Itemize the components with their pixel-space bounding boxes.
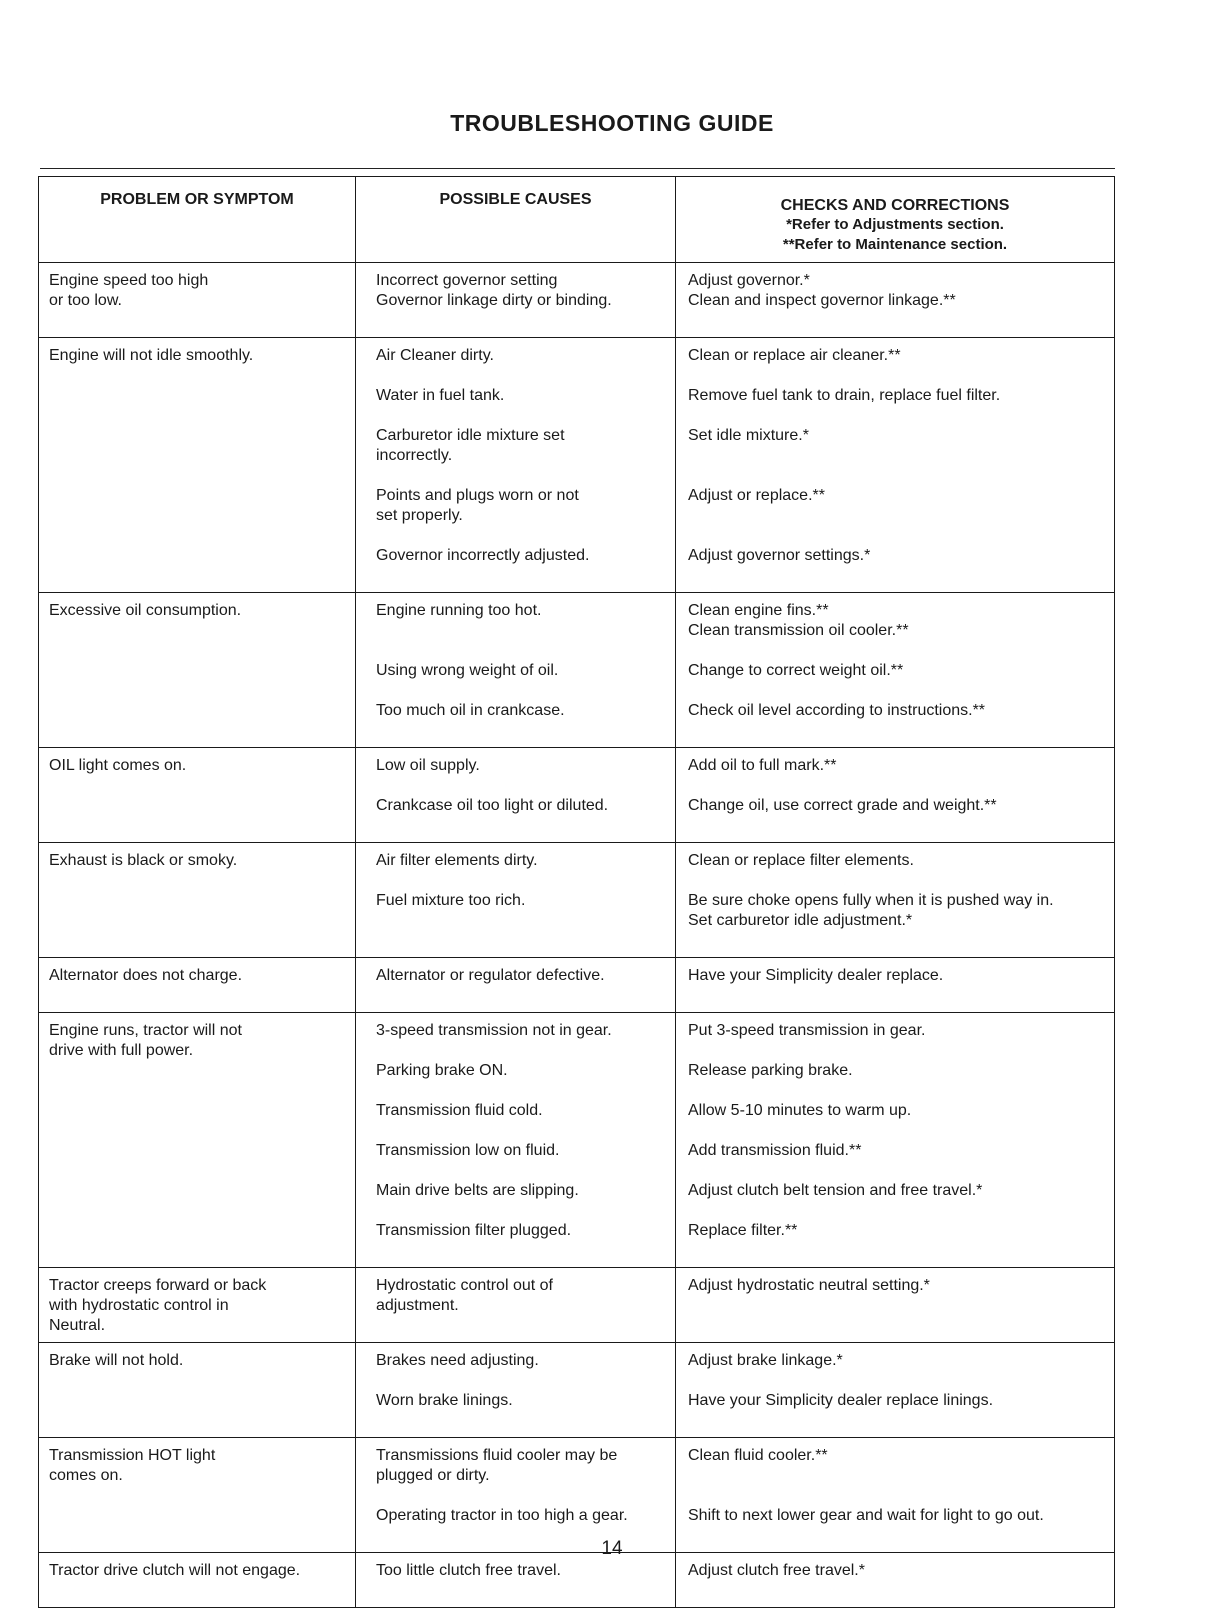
cause-item: Engine running too hot. [376,602,542,619]
corrections-cell [676,1438,1115,1553]
correction-item: Clean or replace filter elements. [688,852,914,869]
correction-item: Check oil level according to instructions.** [688,702,986,719]
correction-item: Adjust or replace.** [688,487,825,504]
cause-item: Transmissions fluid cooler may be plugged or dirty. [376,1447,618,1484]
cause-item: Using wrong weight of oil. [376,662,559,679]
correction-item: Shift to next lower gear and wait for light to go out. [688,1507,1044,1524]
problem-text: Exhaust is black or smoky. [49,852,238,869]
cause-item: Fuel mixture too rich. [376,892,526,909]
correction-item: Add oil to full mark.** [688,757,837,774]
table-row [39,338,1115,593]
problem-cell [39,843,356,958]
problem-cell [39,263,356,338]
problem-text: Engine runs, tractor will not drive with full power. [49,1022,242,1059]
problem-text: Excessive oil consumption. [49,602,242,619]
correction-item: Clean fluid cooler.** [688,1447,828,1464]
problem-cell [39,1343,356,1438]
correction-item: Adjust clutch free travel.* [688,1562,865,1579]
causes-cell [356,1553,676,1608]
problem-cell [39,1268,356,1343]
table-row [39,1438,1115,1553]
troubleshooting-table [38,176,1115,1608]
causes-cell [356,958,676,1013]
table-row [39,1553,1115,1608]
corrections-cell [676,1553,1115,1608]
corrections-cell [676,958,1115,1013]
correction-item: Set idle mixture.* [688,427,809,444]
cause-item: Transmission fluid cold. [376,1102,543,1119]
problem-text: Engine speed too high or too low. [49,272,209,309]
cause-item: Incorrect governor setting Governor linkage dirty or binding. [376,272,612,309]
header-checks [676,177,1115,263]
causes-cell [356,748,676,843]
correction-item: Adjust clutch belt tension and free travel.* [688,1182,983,1199]
cause-item: Points and plugs worn or not set properly. [376,487,579,524]
problem-text: Tractor drive clutch will not engage. [49,1562,301,1579]
cause-item: Hydrostatic control out of adjustment. [376,1277,553,1314]
corrections-cell [676,1268,1115,1343]
correction-item: Adjust governor.* Clean and inspect governor linkage.** [688,272,956,309]
cause-item: Low oil supply. [376,757,480,774]
corrections-cell [676,1343,1115,1438]
correction-item: Put 3-speed transmission in gear. [688,1022,926,1039]
cause-item: Worn brake linings. [376,1392,513,1409]
cause-item: Crankcase oil too light or diluted. [376,797,609,814]
cause-item: Transmission filter plugged. [376,1222,572,1239]
correction-item: Add transmission fluid.** [688,1142,862,1159]
corrections-cell [676,338,1115,593]
table-row [39,843,1115,958]
correction-item: Change oil, use correct grade and weight.** [688,797,997,814]
causes-cell [356,338,676,593]
page-title: TROUBLESHOOTING GUIDE [450,110,774,136]
header-note-maintenance: **Refer to Maintenance section. [782,236,1008,253]
cause-item: Water in fuel tank. [376,387,505,404]
table-row [39,1343,1115,1438]
cause-item: Too little clutch free travel. [376,1562,561,1579]
causes-cell [356,843,676,958]
cause-item: Transmission low on fluid. [376,1142,560,1159]
cause-item: Brakes need adjusting. [376,1352,539,1369]
table-row [39,593,1115,748]
correction-item: Allow 5-10 minutes to warm up. [688,1102,912,1119]
table-body [39,263,1115,1608]
cause-item: Air Cleaner dirty. [376,347,494,364]
table-row [39,748,1115,843]
header-causes: POSSIBLE CAUSES [356,177,676,263]
problem-cell [39,748,356,843]
problem-text: Engine will not idle smoothly. [49,347,254,364]
table-row [39,958,1115,1013]
problem-text: Tractor creeps forward or back with hydrostatic control in Neutral. [49,1277,267,1334]
corrections-cell [676,263,1115,338]
cause-item: Carburetor idle mixture set incorrectly. [376,427,565,464]
causes-cell [356,263,676,338]
correction-item: Have your Simplicity dealer replace linings. [688,1392,994,1409]
problem-text: Alternator does not charge. [49,967,243,984]
causes-cell [356,1013,676,1268]
header-problem: PROBLEM OR SYMPTOM [39,177,356,263]
cause-item: Operating tractor in too high a gear. [376,1507,628,1524]
problem-text: Transmission HOT light comes on. [49,1447,216,1484]
cause-item: Parking brake ON. [376,1062,508,1079]
top-rule [40,168,1115,169]
corrections-cell [676,843,1115,958]
problem-cell [39,1013,356,1268]
problem-text: OIL light comes on. [49,757,187,774]
table-row [39,263,1115,338]
correction-item: Be sure choke opens fully when it is pushed way in. Set carburetor idle adjustment.* [688,892,1054,929]
causes-cell [356,1438,676,1553]
problem-cell [39,338,356,593]
correction-item: Clean or replace air cleaner.** [688,347,901,364]
cause-item: Governor incorrectly adjusted. [376,547,590,564]
causes-cell [356,593,676,748]
problem-text: Brake will not hold. [49,1352,184,1369]
header-checks-title: CHECKS AND CORRECTIONS [780,197,1010,214]
corrections-cell [676,748,1115,843]
cause-item: Too much oil in crankcase. [376,702,565,719]
problem-cell [39,1438,356,1553]
correction-item: Adjust governor settings.* [688,547,871,564]
cause-item: 3-speed transmission not in gear. [376,1022,612,1039]
corrections-cell [676,593,1115,748]
causes-cell [356,1343,676,1438]
causes-cell [356,1268,676,1343]
correction-item: Remove fuel tank to drain, replace fuel filter. [688,387,1001,404]
corrections-cell [676,1013,1115,1268]
problem-cell [39,1553,356,1608]
correction-item: Adjust brake linkage.* [688,1352,843,1369]
correction-item: Release parking brake. [688,1062,853,1079]
correction-item: Change to correct weight oil.** [688,662,904,679]
correction-item: Adjust hydrostatic neutral setting.* [688,1277,930,1294]
cause-item: Alternator or regulator defective. [376,967,605,984]
correction-item: Replace filter.** [688,1222,798,1239]
page-number: 14 [601,1538,623,1559]
correction-item: Clean engine fins.** Clean transmission oil cooler.** [688,602,909,639]
table-row [39,1268,1115,1343]
cause-item: Air filter elements dirty. [376,852,538,869]
correction-item: Have your Simplicity dealer replace. [688,967,944,984]
problem-cell [39,958,356,1013]
table-row [39,1013,1115,1268]
problem-cell [39,593,356,748]
cause-item: Main drive belts are slipping. [376,1182,579,1199]
header-note-adjustments: *Refer to Adjustments section. [786,216,1004,233]
